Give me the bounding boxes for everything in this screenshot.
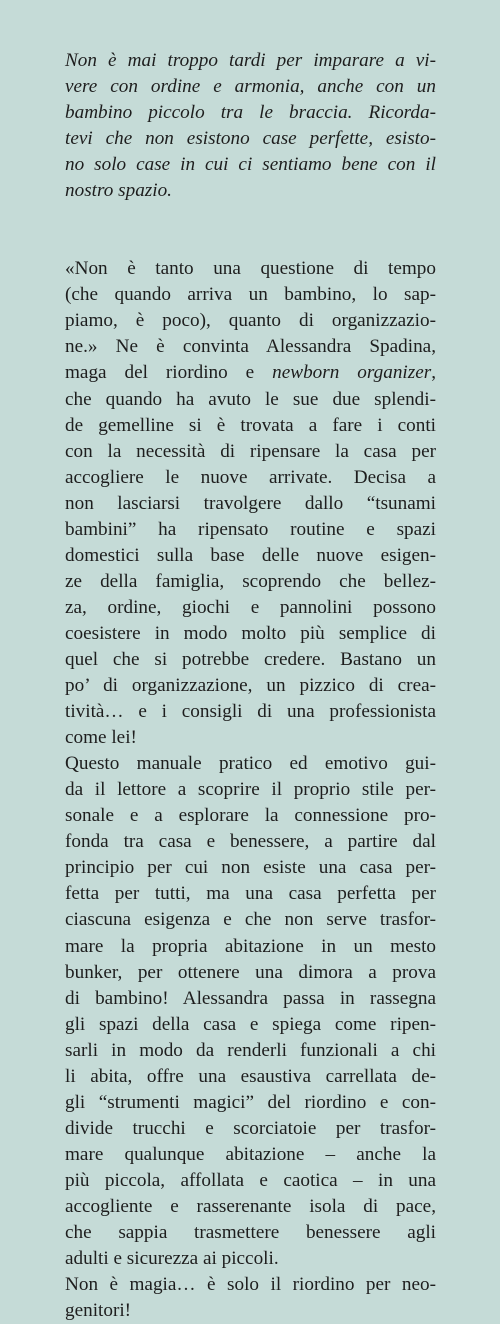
- intro-line: tevi che non esistono case perfette, esisto-: [65, 128, 436, 150]
- body-line: Questo manuale pratico ed emotivo gui-: [65, 753, 436, 775]
- intro-paragraph: [65, 48, 436, 204]
- body-line: mare la propria abitazione in un mesto: [65, 935, 436, 957]
- body-line: gli “strumenti magici” del riordino e con-: [65, 1091, 436, 1113]
- paragraph-spacer: [65, 204, 436, 256]
- body-line: divide trucchi e scorciatoie per trasfor-: [65, 1117, 436, 1139]
- intro-line: no solo case in cui ci sentiamo bene con il: [65, 154, 436, 176]
- body-line: principio per cui non esiste una casa per-: [65, 857, 436, 879]
- back-cover-text: [65, 48, 436, 1324]
- body-line: po’ di organizzazione, un pizzico di crea-: [65, 675, 436, 697]
- body-line: non lasciarsi travolgere dallo “tsunami: [65, 492, 436, 514]
- body-line: accogliente e rasserenante isola di pace,: [65, 1195, 436, 1217]
- body-line: accogliere le nuove arrivate. Decisa a: [65, 466, 436, 488]
- body-line: con la necessità di ripensare la casa per: [65, 440, 436, 462]
- body-line: sonale e a esplorare la connessione pro-: [65, 805, 436, 827]
- body-line: de gemelline si è trovata a fare i conti: [65, 414, 436, 436]
- intro-line: nostro spazio.: [65, 180, 172, 202]
- intro-line: bambino piccolo tra le braccia. Ricorda-: [65, 102, 436, 124]
- body-line: come lei!: [65, 727, 137, 749]
- body-line: (che quando arriva un bambino, lo sap-: [65, 284, 436, 306]
- body-line: sarli in modo da renderli funzionali a chi: [65, 1039, 436, 1061]
- body-line: che sappia trasmettere benessere agli: [65, 1222, 436, 1244]
- intro-line: Non è mai troppo tardi per imparare a vi-: [65, 50, 436, 71]
- body-line: genitori!: [65, 1300, 132, 1322]
- body-line: piamo, è poco), quanto di organizzazio-: [65, 310, 436, 332]
- body-line: fonda tra casa e benessere, a partire dal: [65, 831, 436, 853]
- body-line: che quando ha avuto le sue due splendi-: [65, 388, 436, 410]
- body-line: bambini” ha ripensato routine e spazi: [65, 518, 436, 540]
- body-line: mare qualunque abitazione – anche la: [65, 1143, 436, 1165]
- body-line: fetta per tutti, ma una casa perfetta per: [65, 883, 436, 905]
- body-line: tività… e i consigli di una professionista: [65, 701, 436, 723]
- description-paragraph: [65, 256, 436, 1324]
- body-line: Non è magia… è solo il riordino per neo-: [65, 1274, 436, 1296]
- body-line: più piccola, affollata e caotica – in una: [65, 1169, 436, 1191]
- body-line: adulti e sicurezza ai piccoli.: [65, 1248, 279, 1270]
- body-line-text: maga del riordino e: [65, 362, 255, 384]
- body-line: «Non è tanto una questione di tempo: [65, 258, 436, 280]
- body-line: li abita, offre una esaustiva carrellata de-: [65, 1065, 436, 1087]
- body-line-comma: ,: [431, 362, 436, 384]
- body-line: bunker, per ottenere una dimora a prova: [65, 961, 436, 983]
- body-line: da il lettore a scoprire il proprio stile per-: [65, 779, 436, 801]
- body-line: di bambino! Alessandra passa in rassegna: [65, 987, 436, 1009]
- newborn-organizer-term: newborn organizer: [272, 362, 432, 384]
- body-line: quel che si potrebbe credere. Bastano un: [65, 648, 436, 670]
- intro-line: vere con ordine e armonia, anche con un: [65, 76, 436, 98]
- body-line: ne.» Ne è convinta Alessandra Spadina,: [65, 336, 436, 358]
- body-line: ciascuna esigenza e che non serve trasfor-: [65, 909, 436, 931]
- body-line: domestici sulla base delle nuove esigen-: [65, 544, 436, 566]
- body-line: gli spazi della casa e spiega come ripen-: [65, 1013, 436, 1035]
- body-line: za, ordine, giochi e pannolini possono: [65, 596, 436, 618]
- body-line: coesistere in modo molto più semplice di: [65, 622, 436, 644]
- body-line: [65, 360, 436, 386]
- body-line: ze della famiglia, scoprendo che bellez-: [65, 570, 436, 592]
